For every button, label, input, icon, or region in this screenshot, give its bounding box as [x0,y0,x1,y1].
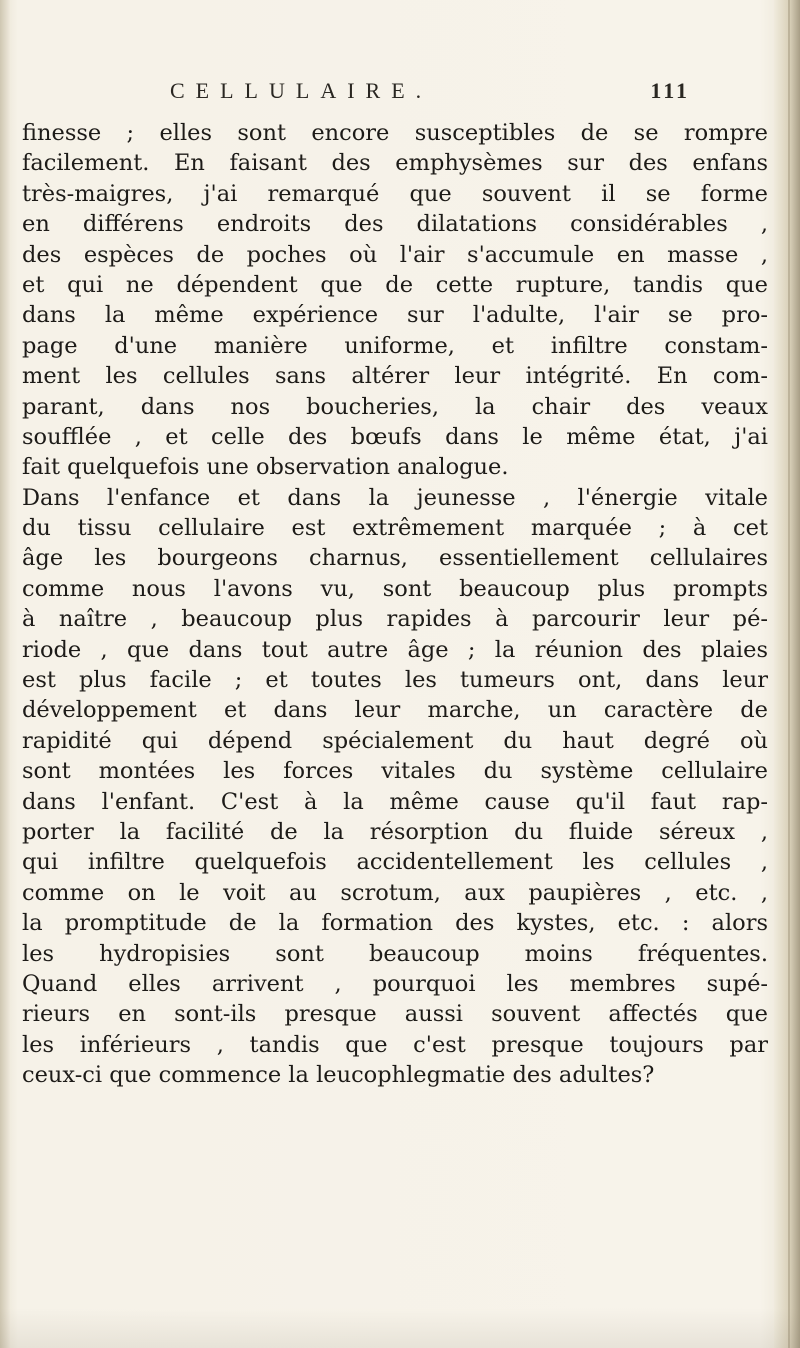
text-line: du tissu cellulaire est extrêmement marquée ; à cet [22,515,768,542]
text-line: riode , que dans tout autre âge ; la réunion des plaies [22,636,768,663]
text-line: qui infiltre quelquefois accidentellement les cellules , [22,849,768,876]
text-line: porter la facilité de la résorption du fluide séreux , [22,818,768,845]
text-line: dans l'enfant. C'est à la même cause qu'il faut rap- [22,788,768,815]
text-line: en différens endroits des dilatations considérables , [22,211,768,238]
text-line: les hydropisies sont beaucoup moins fréquentes. [22,940,768,967]
text-line: dans la même expérience sur l'adulte, l'air se pro- [22,302,768,329]
text-line: rapidité qui dépend spécialement du haut degré où [22,727,768,754]
text-line: facilement. En faisant des emphysèmes sur des enfans [22,150,768,177]
page-number: 111 [650,78,690,103]
text-line: rieurs en sont-ils presque aussi souvent affectés que [22,1001,768,1028]
page-bottom-shadow [0,1308,800,1348]
text-line: développement et dans leur marche, un caractère de [22,697,768,724]
text-line: Quand elles arrivent , pourquoi les membres supé- [22,970,768,997]
text-line: finesse ; elles sont encore susceptibles de se rompre [22,120,768,146]
text-line: à naître , beaucoup plus rapides à parcourir leur pé- [22,606,768,633]
page-gutter-shadow [0,0,10,1348]
text-line: parant, dans nos boucheries, la chair des veaux [22,393,768,420]
text-line: soufflée , et celle des bœufs dans le même état, j'ai [22,423,768,450]
body-text [22,118,768,1091]
text-line: comme on le voit au scrotum, aux paupières , etc. , [22,879,768,906]
page-edge [774,0,800,1348]
text-line: ceux-ci que commence la leucophlegmatie des adultes? [22,1062,655,1089]
text-line: page d'une manière uniforme, et infiltre constam- [22,332,768,359]
text-line: très-maigres, j'ai remarqué que souvent il se forme [22,180,768,207]
text-line: âge les bourgeons charnus, essentiellement cellulaires [22,545,768,572]
running-head: CELLULAIRE. [170,78,433,103]
text-line: et qui ne dépendent que de cette rupture, tandis que [22,271,768,298]
text-line: des espèces de poches où l'air s'accumule en masse , [22,241,768,268]
page-edge-rule [788,0,790,1348]
text-line: fait quelquefois une observation analogue. [22,454,509,481]
text-line: ment les cellules sans altérer leur intégrité. En com- [22,363,768,390]
page-header [170,70,690,110]
text-line: les inférieurs , tandis que c'est presque toujours par [22,1031,768,1058]
text-line: la promptitude de la formation des kystes, etc. : alors [22,910,768,937]
text-line: comme nous l'avons vu, sont beaucoup plus prompts [22,575,768,602]
text-line: sont montées les forces vitales du système cellulaire [22,758,768,785]
text-line: Dans l'enfance et dans la jeunesse , l'énergie vitale [22,484,768,511]
text-line: est plus facile ; et toutes les tumeurs ont, dans leur [22,667,768,694]
